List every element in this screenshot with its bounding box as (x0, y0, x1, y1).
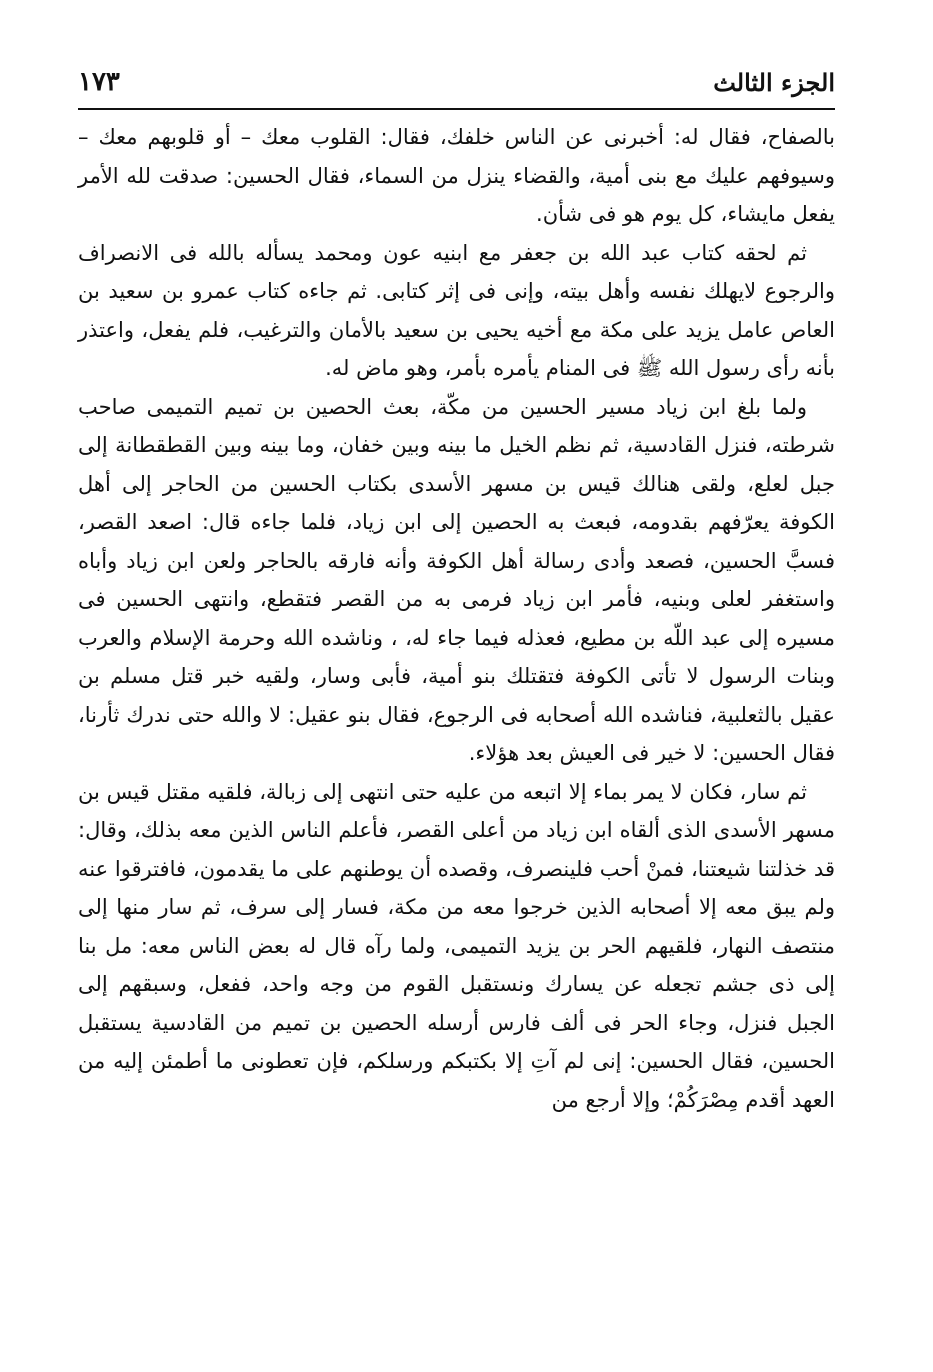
paragraph: ثم سار، فكان لا يمر بماء إلا اتبعه من عليه حتى انتهى إلى زبالة، فلقيه مقتل قيس بن مسهر الأسدى الذى ألقاه ابن زياد من أعلى القصر، فأعلم الناس الذين معه بذلك، وقال: قد خذلتنا شيعتنا، فمنْ أحب فلينصرف، وقصده أن يوطنهم على ما يقدمون، فافترقوا عنه ولم يبق معه إلا أصحابه الذين خرجوا معه من مكة، فسار إلى سرف، ثم سار منها إلى منتصف النهار، فلقيهم الحر بن يزيد التميمى، ولما رآه قال له بعض الناس معه: مل بنا إلى ذى جشم تجعله عن يسارك ونستقبل القوم من وجه واحد، ففعل، وسبقهم إلى الجبل فنزل، وجاء الحر فى ألف فارس أرسله الحصين بن تميم من القادسية يستقبل الحسين، فقال الحسين: إنى لم آتِ إلا بكتبكم ورسلكم، فإن تعطونى ما أطمئن إليه من العهد أقدم مِصْرَكُمْ؛ وإلا أرجع من (78, 779, 835, 1112)
page-number: ١٧٣ (78, 67, 120, 97)
page-header (78, 62, 835, 102)
body-text (78, 118, 835, 1119)
paragraph: ولما بلغ ابن زياد مسير الحسين من مكّة، بعث الحصين بن تميم التميمى صاحب شرطته، فنزل القادسية، ثم نظم الخيل ما بينه وبين خفان، وما بينه وبين القطقطانة إلى جبل لعلع، ولقى هنالك قيس بن مسهر الأسدى بكتاب الحسين من الحاجر إلى أهل الكوفة يعرّفهم بقدومه، فبعث به الحصين إلى ابن زياد، فلما جاءه قال: اصعد القصر، فسبَّ الحسين، فصعد وأدى رسالة أهل الكوفة وأنه فارقه بالحاجر ولعن ابن زياد وأباه واستغفر لعلى وبنيه، فأمر ابن زياد فرمى به من القصر فتقطع، وانتهى الحسين فى مسيره إلى عبد اللّه بن مطيع، فعذله فيما جاء له، ، وناشده الله وحرمة الإسلام والعرب وبنات الرسول لا تأتى الكوفة فتقتلك بنو أمية، فأبى وسار، ولقيه خبر قتل مسلم بن عقيل بالثعلبية، فناشده الله أصحابه فى الرجوع، فقال بنو عقيل: لا والله حتى ندرك ثأرنا، فقال الحسين: لا خير فى العيش بعد هؤلاء. (78, 394, 835, 765)
header-rule (78, 108, 835, 110)
paragraph: ثم لحقه كتاب عبد الله بن جعفر مع ابنيه عون ومحمد يسأله بالله فى الانصراف والرجوع لايهلك نفسه وأهل بيته، وإنى فى إثر كتابى. ثم جاءه كتاب عمرو بن سعيد بن العاص عامل يزيد على مكة مع أخيه يحيى بن سعيد بالأمان والترغيب، فلم يفعل، واعتذر بأنه رأى رسول الله ﷺ فى المنام يأمره بأمر، وهو ماض له. (78, 240, 835, 380)
paragraph: بالصفاح، فقال له: أخبرنى عن الناس خلفك، فقال: القلوب معك – أو قلوبهم معك – وسيوفهم عليك مع بنى أمية، والقضاء ينزل من السماء، فقال الحسين: صدقت لله الأمر يفعل مايشاء، كل يوم هو فى شأن. (78, 125, 835, 226)
running-title: الجزء الثالث (713, 67, 835, 97)
